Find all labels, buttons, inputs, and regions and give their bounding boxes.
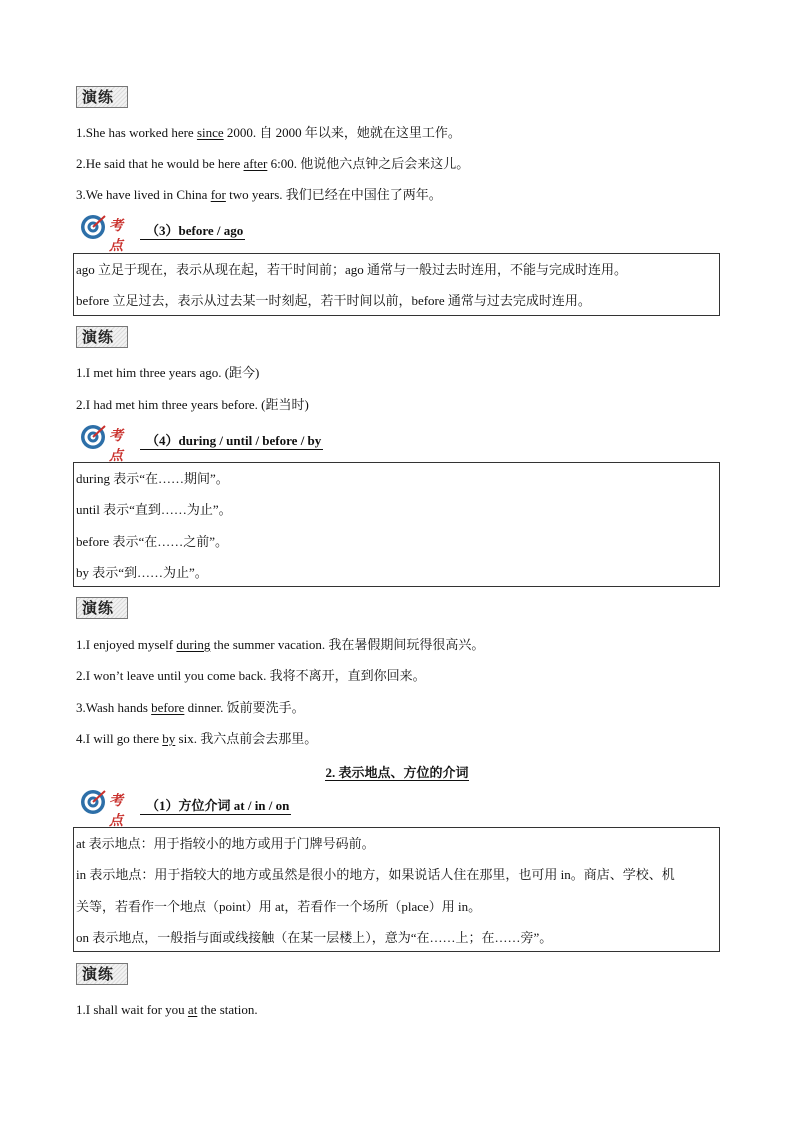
target-icon — [80, 788, 108, 816]
practice-sentence: 2.I had met him three years before. (距当时) — [76, 397, 309, 412]
explanation-box: ago 立足于现在，表示从现在起，若干时间前；ago 通常与一般过去时连用，不能与完成时连用。 before 立足过去，表示从过去某一时刻起，若干时间以前，before 通常与过去完成时连用。 — [73, 253, 720, 316]
target-icon — [80, 423, 108, 451]
practice-sentence: 3.We have lived in China for two years. 我们已经在中国住了两年。 — [76, 187, 442, 202]
kaodian-title: （4）during / until / before / by — [140, 433, 323, 450]
practice-sentence: 4.I will go there by six. 我六点前会去那里。 — [76, 731, 318, 746]
practice-sentence: 1.She has worked here since 2000. 自 2000 年以来，她就在这里工作。 — [76, 125, 461, 140]
practice-badge: 演练 — [76, 963, 128, 985]
kaodian-title: （1）方位介词 at / in / on — [140, 798, 291, 815]
explanation-box: at 表示地点：用于指较小的地方或用于门牌号码前。 in 表示地点：用于指较大的地方或虽然是很小的地方，如果说话人住在那里，也可用 in。商店、学校、机 关等，若看作一个地点（point）用 at，若看作一个场所（place）用 in。 on 表示地点，一般指与面或线接触（在某一层楼上），意为“在……上；在……旁”。 — [73, 827, 720, 952]
target-icon — [80, 213, 108, 241]
practice-sentence: 1.I shall wait for you at the station. — [76, 1002, 258, 1017]
practice-sentence: 3.Wash hands before dinner. 饭前要洗手。 — [76, 700, 305, 715]
kaodian-title: （3）before / ago — [140, 223, 245, 240]
practice-sentence: 1.I enjoyed myself during the summer vacation. 我在暑假期间玩得很高兴。 — [76, 637, 485, 652]
practice-sentence: 2.He said that he would be here after 6:00. 他说他六点钟之后会来这儿。 — [76, 156, 470, 171]
section-title: 2. 表示地点、方位的介词 — [325, 765, 469, 780]
practice-badge: 演练 — [76, 597, 128, 619]
explanation-box: during 表示“在……期间”。 until 表示“直到……为止”。 before 表示“在……之前”。 by 表示“到……为止”。 — [73, 462, 720, 587]
practice-badge: 演练 — [76, 326, 128, 348]
practice-sentence: 2.I won’t leave until you come back. 我将不离开，直到你回来。 — [76, 668, 426, 683]
practice-sentence: 1.I met him three years ago. (距今) — [76, 365, 260, 380]
practice-badge: 演练 — [76, 86, 128, 108]
